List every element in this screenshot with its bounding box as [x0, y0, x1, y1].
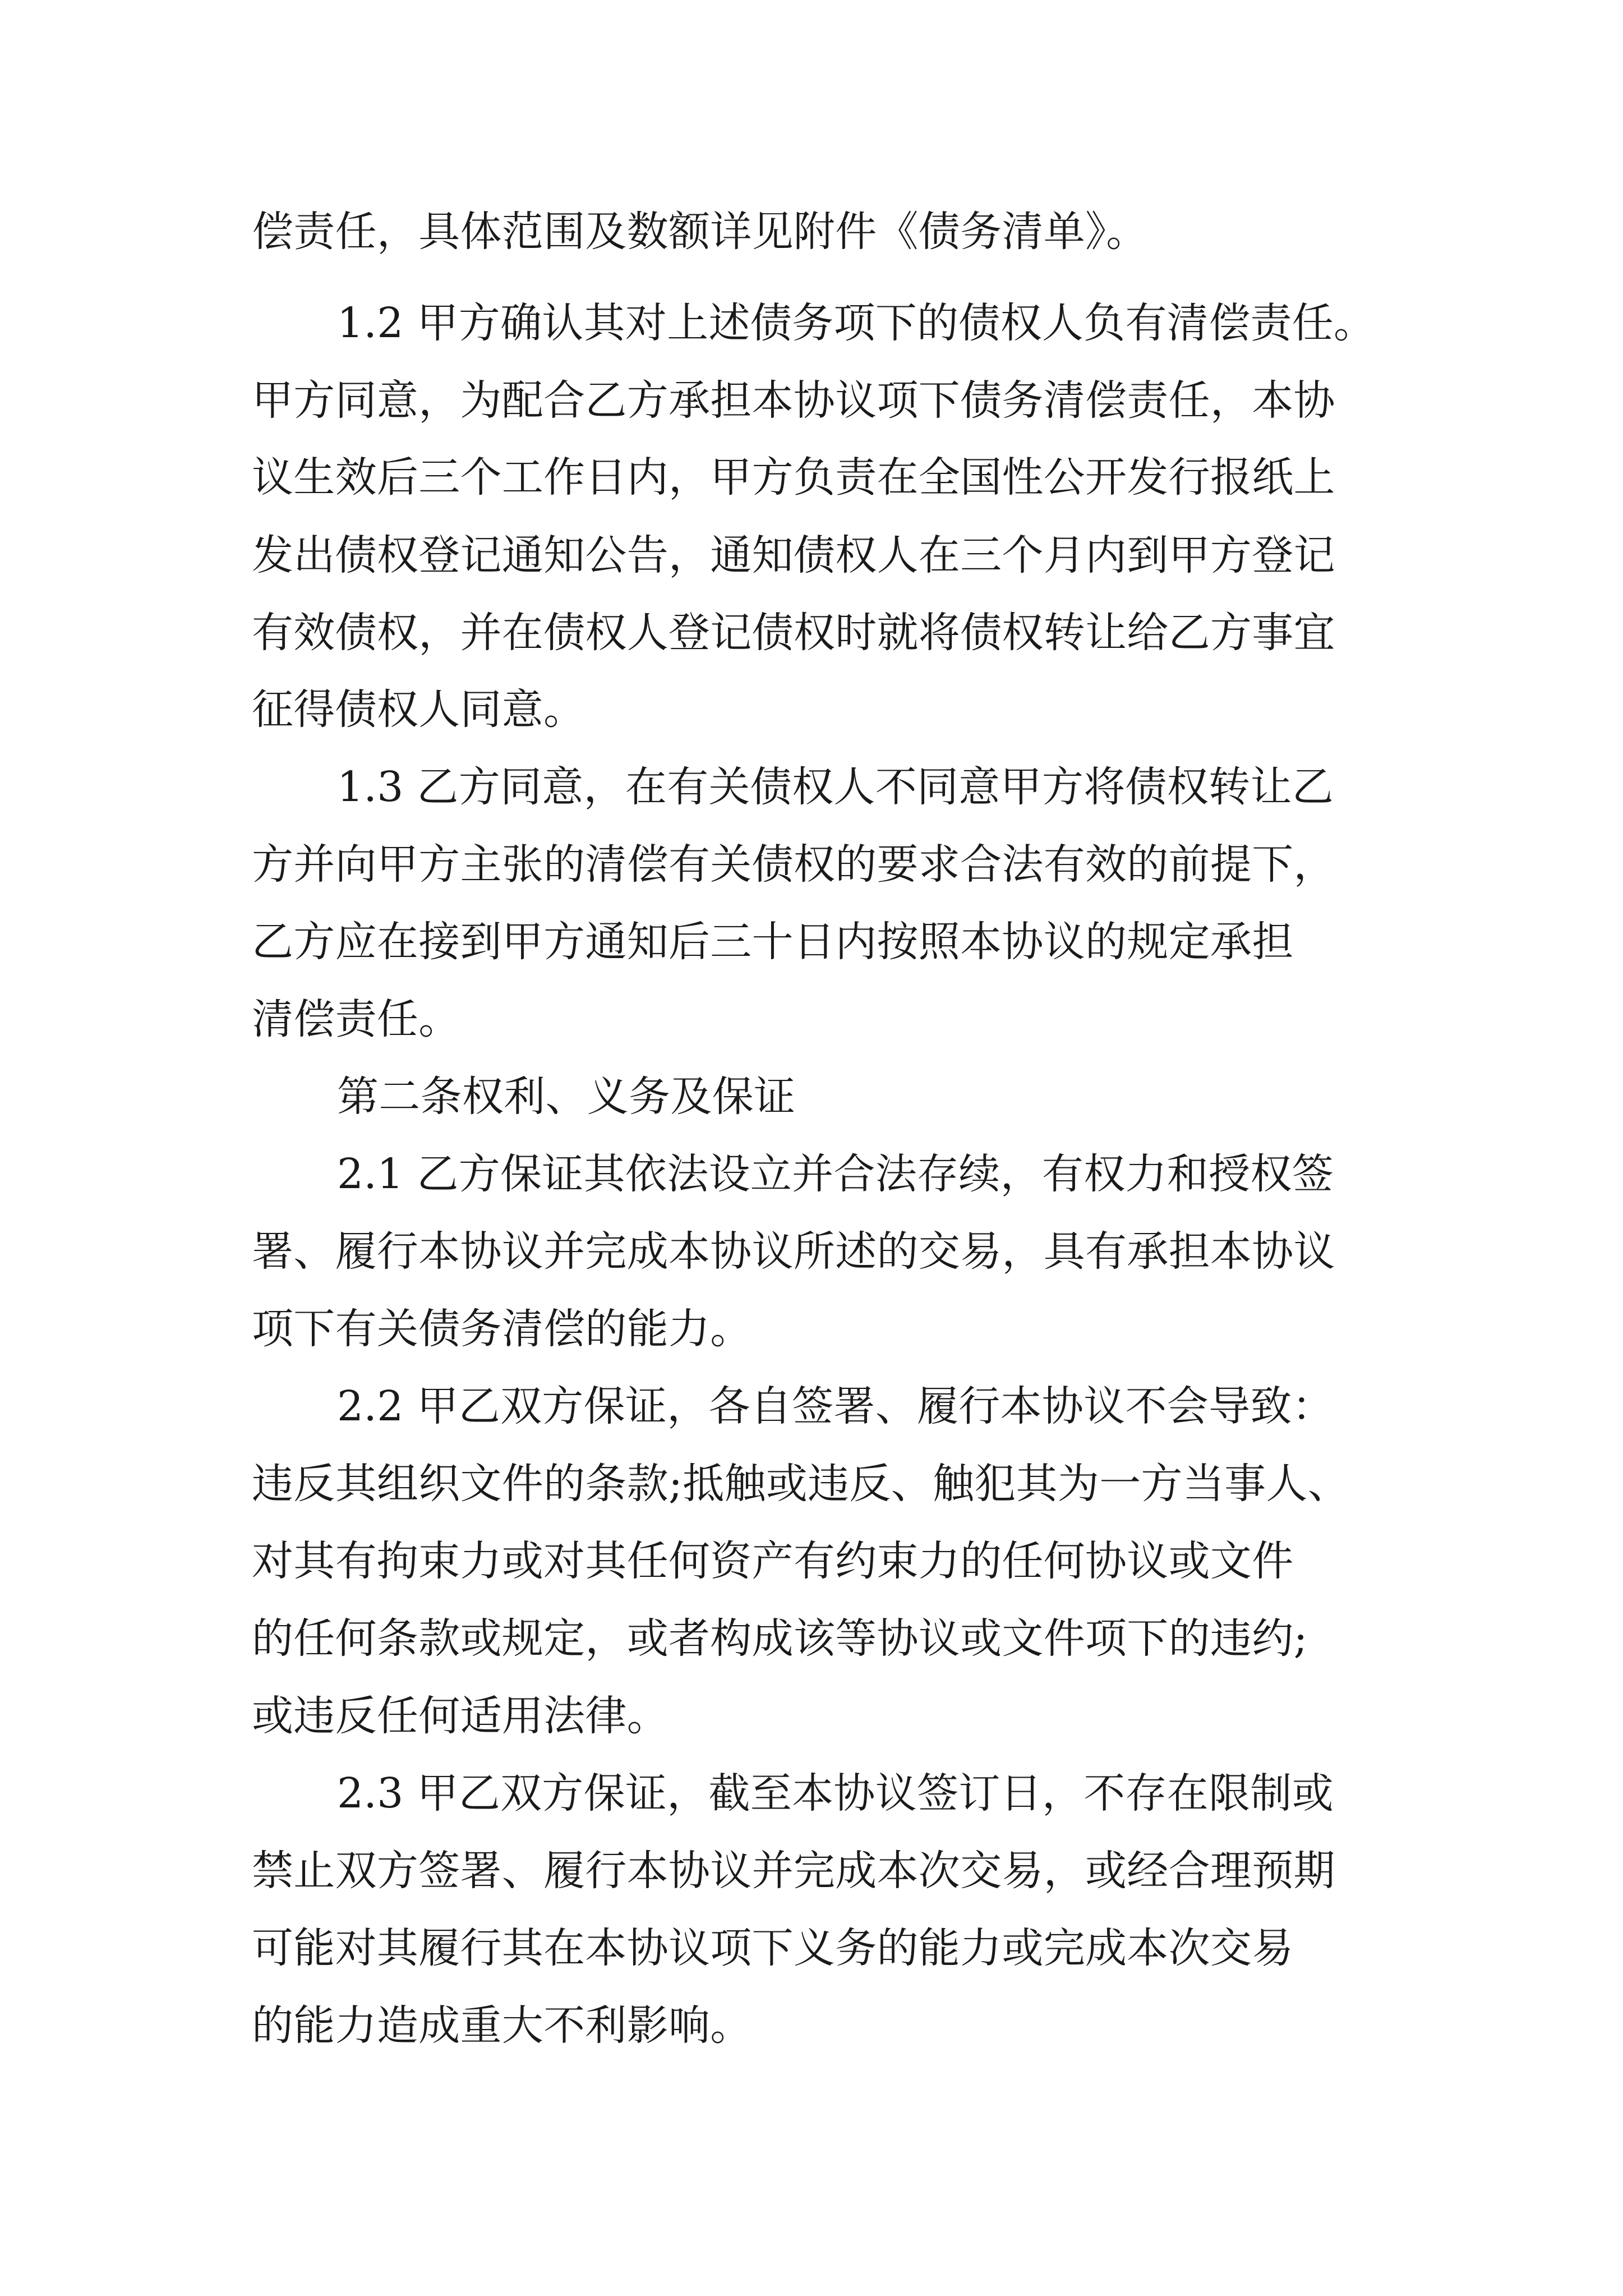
- section-heading: 第二条权利、义务及保证: [337, 1073, 796, 1121]
- text-line: 违反其组织文件的条款;抵触或违反、触犯其为一方当事人、: [252, 1460, 1350, 1508]
- text-line: 有效债权，并在债权人登记债权时就将债权转让给乙方事宜: [252, 609, 1335, 657]
- text-line: 2.3 甲乙双方保证，截至本协议签订日，不存在限制或: [337, 1769, 1334, 1818]
- text-line: 署、履行本协议并完成本协议所述的交易，具有承担本协议: [252, 1227, 1335, 1276]
- text-line: 2.2 甲乙双方保证，各自签署、履行本协议不会导致：: [337, 1382, 1334, 1430]
- text-line: 方并向甲方主张的清偿有关债权的要求合法有效的前提下，: [252, 840, 1335, 889]
- text-line: 清偿责任。: [252, 995, 460, 1043]
- text-line: 征得债权人同意。: [252, 685, 585, 734]
- text-line: 乙方应在接到甲方通知后三十日内按照本协议的规定承担: [252, 918, 1294, 966]
- text-line: 对其有拘束力或对其任何资产有约束力的任何协议或文件: [252, 1537, 1294, 1585]
- text-line: 偿责任，具体范围及数额详见附件《债务清单》。: [252, 208, 1148, 256]
- text-line: 禁止双方签署、履行本协议并完成本次交易，或经合理预期: [252, 1847, 1335, 1895]
- text-line: 2.1 乙方保证其依法设立并合法存续，有权力和授权签: [337, 1150, 1334, 1198]
- text-line: 发出债权登记通知公告，通知债权人在三个月内到甲方登记: [252, 531, 1335, 579]
- text-line: 1.2 甲方确认其对上述债务项下的债权人负有清偿责任。: [337, 299, 1376, 347]
- text-line: 项下有关债务清偿的能力。: [252, 1305, 752, 1353]
- text-line: 1.3 乙方同意，在有关债权人不同意甲方将债权转让乙: [337, 763, 1334, 811]
- text-line: 或违反任何适用法律。: [252, 1692, 668, 1740]
- text-line: 议生效后三个工作日内，甲方负责在全国性公开发行报纸上: [252, 453, 1335, 501]
- text-line: 甲方同意，为配合乙方承担本协议项下债务清偿责任，本协: [252, 376, 1335, 425]
- text-line: 的任何条款或规定，或者构成该等协议或文件项下的违约;: [252, 1614, 1308, 1663]
- text-line: 的能力造成重大不利影响。: [252, 2001, 752, 2050]
- text-line: 可能对其履行其在本协议项下义务的能力或完成本次交易: [252, 1924, 1294, 1972]
